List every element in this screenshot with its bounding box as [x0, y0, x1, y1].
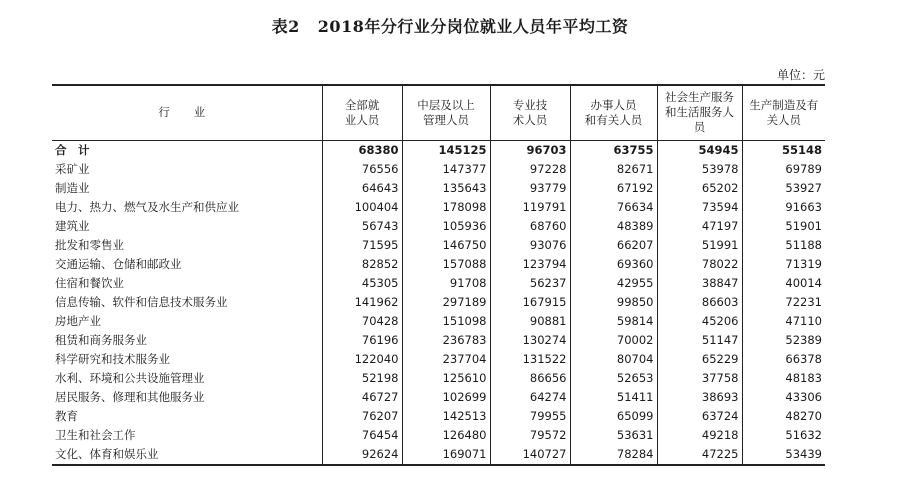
wage-cell: 51147	[657, 331, 742, 350]
table-row	[52, 369, 825, 388]
wage-cell: 79572	[490, 426, 570, 445]
industry-name-cell: 教育	[55, 408, 78, 423]
wage-cell: 55148	[742, 140, 825, 160]
industry-name-cell: 房地产业	[55, 313, 101, 328]
wage-cell: 51188	[742, 236, 825, 255]
wage-cell: 76196	[322, 331, 402, 350]
wage-cell: 72231	[742, 293, 825, 312]
table-row	[52, 198, 825, 217]
header-line: 社会生产服务	[665, 90, 734, 105]
wage-cell: 82852	[322, 255, 402, 274]
wage-cell: 79955	[490, 407, 570, 426]
table-row	[52, 331, 825, 350]
wage-cell: 65099	[570, 407, 657, 426]
wage-cell: 157088	[402, 255, 490, 274]
table-row	[52, 217, 825, 236]
table-row	[52, 160, 825, 179]
wage-cell: 70428	[322, 312, 402, 331]
wage-cell: 71319	[742, 255, 825, 274]
wage-cell: 38847	[657, 274, 742, 293]
wage-cell: 99850	[570, 293, 657, 312]
wage-cell: 91708	[402, 274, 490, 293]
wage-cell: 140727	[490, 445, 570, 465]
industry-name-cell: 交通运输、仓储和邮政业	[55, 256, 182, 271]
wage-cell: 46727	[322, 388, 402, 407]
wage-cell: 297189	[402, 293, 490, 312]
wage-cell: 78022	[657, 255, 742, 274]
header-line: 和生活服务人	[665, 105, 734, 120]
wage-cell: 142513	[402, 407, 490, 426]
header-col-1	[322, 85, 402, 140]
wage-cell: 131522	[490, 350, 570, 369]
table-number: 表2	[271, 17, 300, 36]
wage-cell: 53978	[657, 160, 742, 179]
wage-cell: 69789	[742, 160, 825, 179]
wage-cell: 59814	[570, 312, 657, 331]
wage-cell: 65202	[657, 179, 742, 198]
wage-cell: 45206	[657, 312, 742, 331]
wage-cell: 56237	[490, 274, 570, 293]
wage-cell: 86656	[490, 369, 570, 388]
wage-cell: 71595	[322, 236, 402, 255]
table-row	[52, 350, 825, 369]
wage-cell: 91663	[742, 198, 825, 217]
wage-cell: 48183	[742, 369, 825, 388]
wage-cell: 145125	[402, 140, 490, 160]
wage-cell: 237704	[402, 350, 490, 369]
header-col-5	[657, 85, 742, 140]
wage-cell: 126480	[402, 426, 490, 445]
header-line: 关人员	[766, 112, 801, 127]
wage-cell: 68760	[490, 217, 570, 236]
wage-cell: 51991	[657, 236, 742, 255]
wage-cell: 141962	[322, 293, 402, 312]
wage-cell: 146750	[402, 236, 490, 255]
header-col-4	[570, 85, 657, 140]
wage-cell: 93779	[490, 179, 570, 198]
wage-cell: 47197	[657, 217, 742, 236]
wage-cell: 76556	[322, 160, 402, 179]
industry-name-cell: 文化、体育和娱乐业	[52, 445, 322, 465]
header-line: 专业技	[512, 97, 548, 112]
table-row	[52, 179, 825, 198]
wage-cell: 67192	[570, 179, 657, 198]
wage-cell: 40014	[742, 274, 825, 293]
wage-cell: 151098	[402, 312, 490, 331]
table-title-text: 2018年分行业分岗位就业人员年平均工资	[317, 17, 629, 36]
wage-cell: 52653	[570, 369, 657, 388]
unit-label: 单位：元	[776, 68, 825, 82]
industry-name-cell: 合 计	[55, 142, 90, 157]
header-col-3	[490, 85, 570, 140]
industry-name-cell: 卫生和社会工作	[55, 427, 136, 442]
wage-cell: 51411	[570, 388, 657, 407]
header-line: 和有关人员	[584, 112, 643, 127]
industry-name-cell: 居民服务、修理和其他服务业	[55, 389, 205, 404]
wage-cell: 38693	[657, 388, 742, 407]
wage-cell: 90881	[490, 312, 570, 331]
table-header	[52, 85, 825, 140]
wage-cell: 53631	[570, 426, 657, 445]
wage-cell: 37758	[657, 369, 742, 388]
table-row	[52, 312, 825, 331]
wage-cell: 68380	[322, 140, 402, 160]
wage-cell: 100404	[322, 198, 402, 217]
wage-cell: 47110	[742, 312, 825, 331]
total-row	[52, 140, 825, 160]
wage-cell: 97228	[490, 160, 570, 179]
wage-cell: 54945	[657, 140, 742, 160]
header-line: 行 业	[158, 105, 216, 120]
table-row	[52, 255, 825, 274]
wage-cell: 45305	[322, 274, 402, 293]
header-line: 全部就	[344, 97, 380, 112]
wage-cell: 130274	[490, 331, 570, 350]
wage-cell: 80704	[570, 350, 657, 369]
wage-cell: 53927	[742, 179, 825, 198]
wage-cell: 65229	[657, 350, 742, 369]
table-row	[52, 407, 825, 426]
wage-table	[52, 84, 825, 466]
wage-cell: 64643	[322, 179, 402, 198]
industry-name-cell: 水利、环境和公共设施管理业	[55, 370, 205, 385]
table-row	[52, 274, 825, 293]
header-col-2	[402, 85, 490, 140]
wage-cell: 70002	[570, 331, 657, 350]
wage-cell: 76634	[570, 198, 657, 217]
wage-cell: 102699	[402, 388, 490, 407]
table-row	[52, 236, 825, 255]
industry-name-cell: 采矿业	[55, 161, 90, 176]
wage-cell: 66378	[742, 350, 825, 369]
industry-name-cell: 批发和零售业	[55, 237, 124, 252]
wage-cell: 47225	[657, 445, 742, 465]
wage-cell: 86603	[657, 293, 742, 312]
industry-name-cell: 住宿和餐饮业	[55, 275, 124, 290]
header-line: 管理人员	[423, 112, 469, 127]
wage-cell: 147377	[402, 160, 490, 179]
wage-cell: 64274	[490, 388, 570, 407]
table-row	[52, 388, 825, 407]
industry-name-cell: 科学研究和技术服务业	[55, 351, 170, 366]
wage-cell: 66207	[570, 236, 657, 255]
wage-cell: 125610	[402, 369, 490, 388]
wage-cell: 69360	[570, 255, 657, 274]
header-line: 术人员	[512, 112, 548, 127]
wage-cell: 119791	[490, 198, 570, 217]
wage-cell: 53439	[742, 445, 825, 465]
wage-cell: 49218	[657, 426, 742, 445]
table-row	[52, 445, 825, 465]
header-line: 业人员	[344, 112, 380, 127]
wage-cell: 122040	[322, 350, 402, 369]
wage-cell: 123794	[490, 255, 570, 274]
industry-name-cell: 制造业	[55, 180, 90, 195]
wage-cell: 169071	[402, 445, 490, 465]
wage-cell: 78284	[570, 445, 657, 465]
wage-cell: 52389	[742, 331, 825, 350]
wage-cell: 52198	[322, 369, 402, 388]
wage-cell: 63724	[657, 407, 742, 426]
wage-cell: 76207	[322, 407, 402, 426]
wage-cell: 96703	[490, 140, 570, 160]
wage-cell: 51901	[742, 217, 825, 236]
wage-cell: 43306	[742, 388, 825, 407]
table-body	[52, 140, 825, 465]
wage-cell: 56743	[322, 217, 402, 236]
industry-name-cell: 租赁和商务服务业	[55, 332, 147, 347]
wage-cell: 76454	[322, 426, 402, 445]
wage-cell: 42955	[570, 274, 657, 293]
wage-cell: 135643	[402, 179, 490, 198]
wage-cell: 178098	[402, 198, 490, 217]
wage-cell: 167915	[490, 293, 570, 312]
wage-cell: 82671	[570, 160, 657, 179]
header-line: 中层及以上	[417, 97, 475, 112]
wage-cell: 93076	[490, 236, 570, 255]
wage-cell: 73594	[657, 198, 742, 217]
header-industry	[52, 85, 322, 140]
table-title	[0, 14, 900, 37]
industry-name-cell: 建筑业	[55, 218, 90, 233]
wage-cell: 48270	[742, 407, 825, 426]
wage-cell: 63755	[570, 140, 657, 160]
table-row	[52, 426, 825, 445]
wage-cell: 236783	[402, 331, 490, 350]
wage-cell: 51632	[742, 426, 825, 445]
header-line: 办事人员	[590, 97, 637, 112]
industry-name-cell: 电力、热力、燃气及水生产和供应业	[55, 199, 239, 214]
header-line: 生产制造及有	[749, 97, 819, 112]
industry-name-cell: 信息传输、软件和信息技术服务业	[55, 294, 228, 309]
header-col-6	[742, 85, 825, 140]
table-row	[52, 293, 825, 312]
wage-cell: 48389	[570, 217, 657, 236]
header-line: 员	[693, 120, 706, 135]
wage-cell: 105936	[402, 217, 490, 236]
wage-cell: 92624	[322, 445, 402, 465]
